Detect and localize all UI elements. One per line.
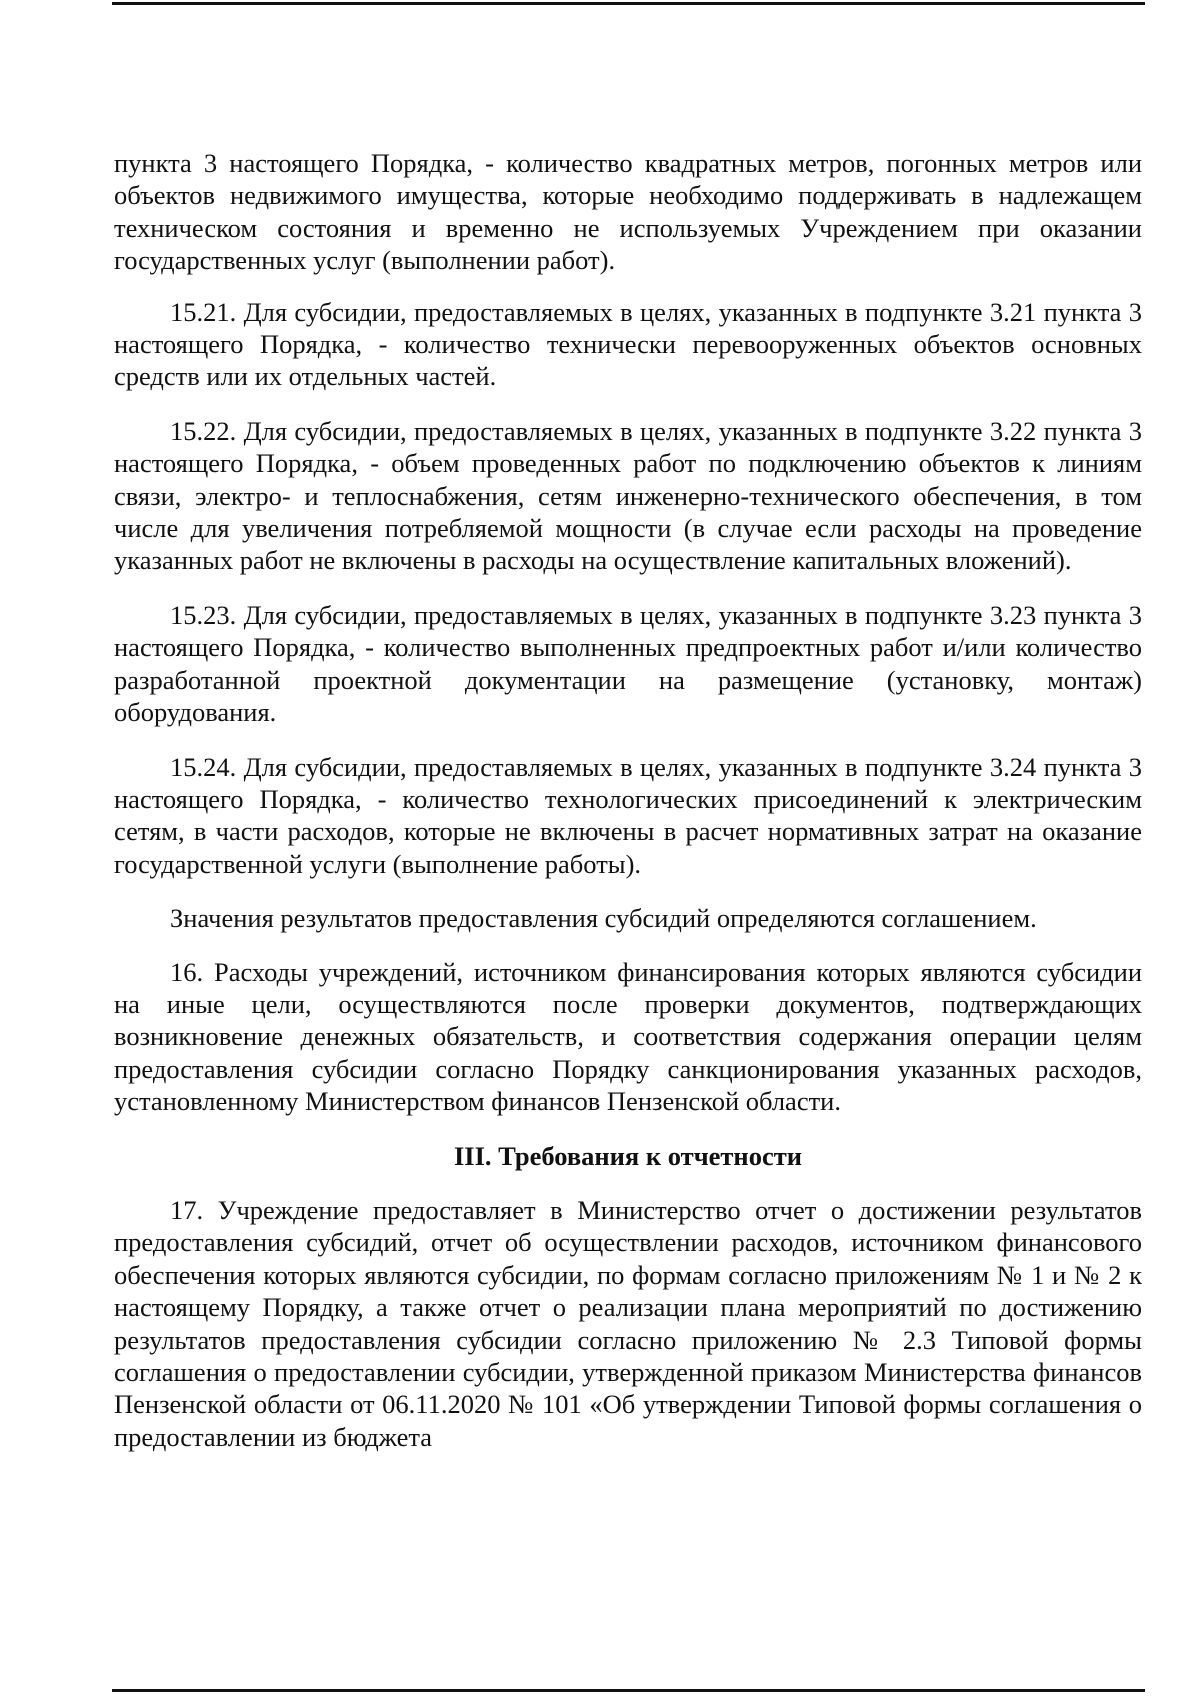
paragraph-17: 17. Учреждение предоставляет в Министерство отчет о достижении результатов предоставления субсидий, отчет об осуществлении расходов, источником финансового обеспечения которых являются субсидии, по формам согласно приложениям № 1 и № 2 к настоящему Порядку, а также отчет о реализации плана мероприятий по достижению результатов предоставления субсидии согласно приложению № 2.3 Типовой формы соглашения о предоставлении субсидии, утвержденной приказом Министерства финансов Пензенской области от 06.11.2020 № 101 «Об утверждении Типовой формы соглашения о предоставлении из бюджета bbox=[114, 1194, 1142, 1452]
paragraph-results-values: Значения результатов предоставления субсидий определяются соглашением. bbox=[170, 903, 1037, 934]
footer-rule bbox=[112, 1689, 1145, 1692]
paragraph-continuation: пункта 3 настоящего Порядка, - количество квадратных метров, погонных метров или объектов недвижимого имущества, которые необходимо поддерживать в надлежащем техническом состояния и временно не используемых Учреждением при оказании государственных услуг (выполнении работ). bbox=[114, 148, 1142, 276]
paragraph-15-22: 15.22. Для субсидии, предоставляемых в целях, указанных в подпункте 3.22 пункта 3 настоящего Порядка, - объем проведенных работ по подключению объектов к линиям связи, электро- и теплоснабжения, сетям инженерно-технического обеспечения, в том числе для увеличения потребляемой мощности (в случае если расходы на проведение указанных работ не включены в расходы на осуществление капитальных вложений). bbox=[114, 415, 1142, 576]
paragraph-15-24: 15.24. Для субсидии, предоставляемых в целях, указанных в подпункте 3.24 пункта 3 настоящего Порядка, - количество технологических присоединений к электрическим сетям, в части расходов, которые не включены в расчет нормативных затрат на оказание государственной услуги (выполнение работы). bbox=[114, 751, 1142, 879]
document-body bbox=[114, 147, 1142, 1453]
section-heading-reporting: III. Требования к отчетности bbox=[453, 1140, 802, 1171]
paragraph-15-23: 15.23. Для субсидии, предоставляемых в целях, указанных в подпункте 3.23 пункта 3 настоящего Порядка, - количество выполненных предпроектных работ и/или количество разработанной проектной документации на размещение (установку, монтаж) оборудования. bbox=[114, 599, 1142, 728]
paragraph-15-21: 15.21. Для субсидии, предоставляемых в целях, указанных в подпункте 3.21 пункта 3 настоящего Порядка, - количество технически перевооруженных объектов основных средств или их отдельных частей. bbox=[114, 296, 1142, 392]
paragraph-16: 16. Расходы учреждений, источником финансирования которых являются субсидии на иные цели, осуществляются после проверки документов, подтверждающих возникновение денежных обязательств, и соответствия содержания операции целям предоставления субсидии согласно Порядку санкционирования указанных расходов, установленному Министерством финансов Пензенской области. bbox=[114, 956, 1142, 1117]
header-rule bbox=[112, 2, 1145, 5]
